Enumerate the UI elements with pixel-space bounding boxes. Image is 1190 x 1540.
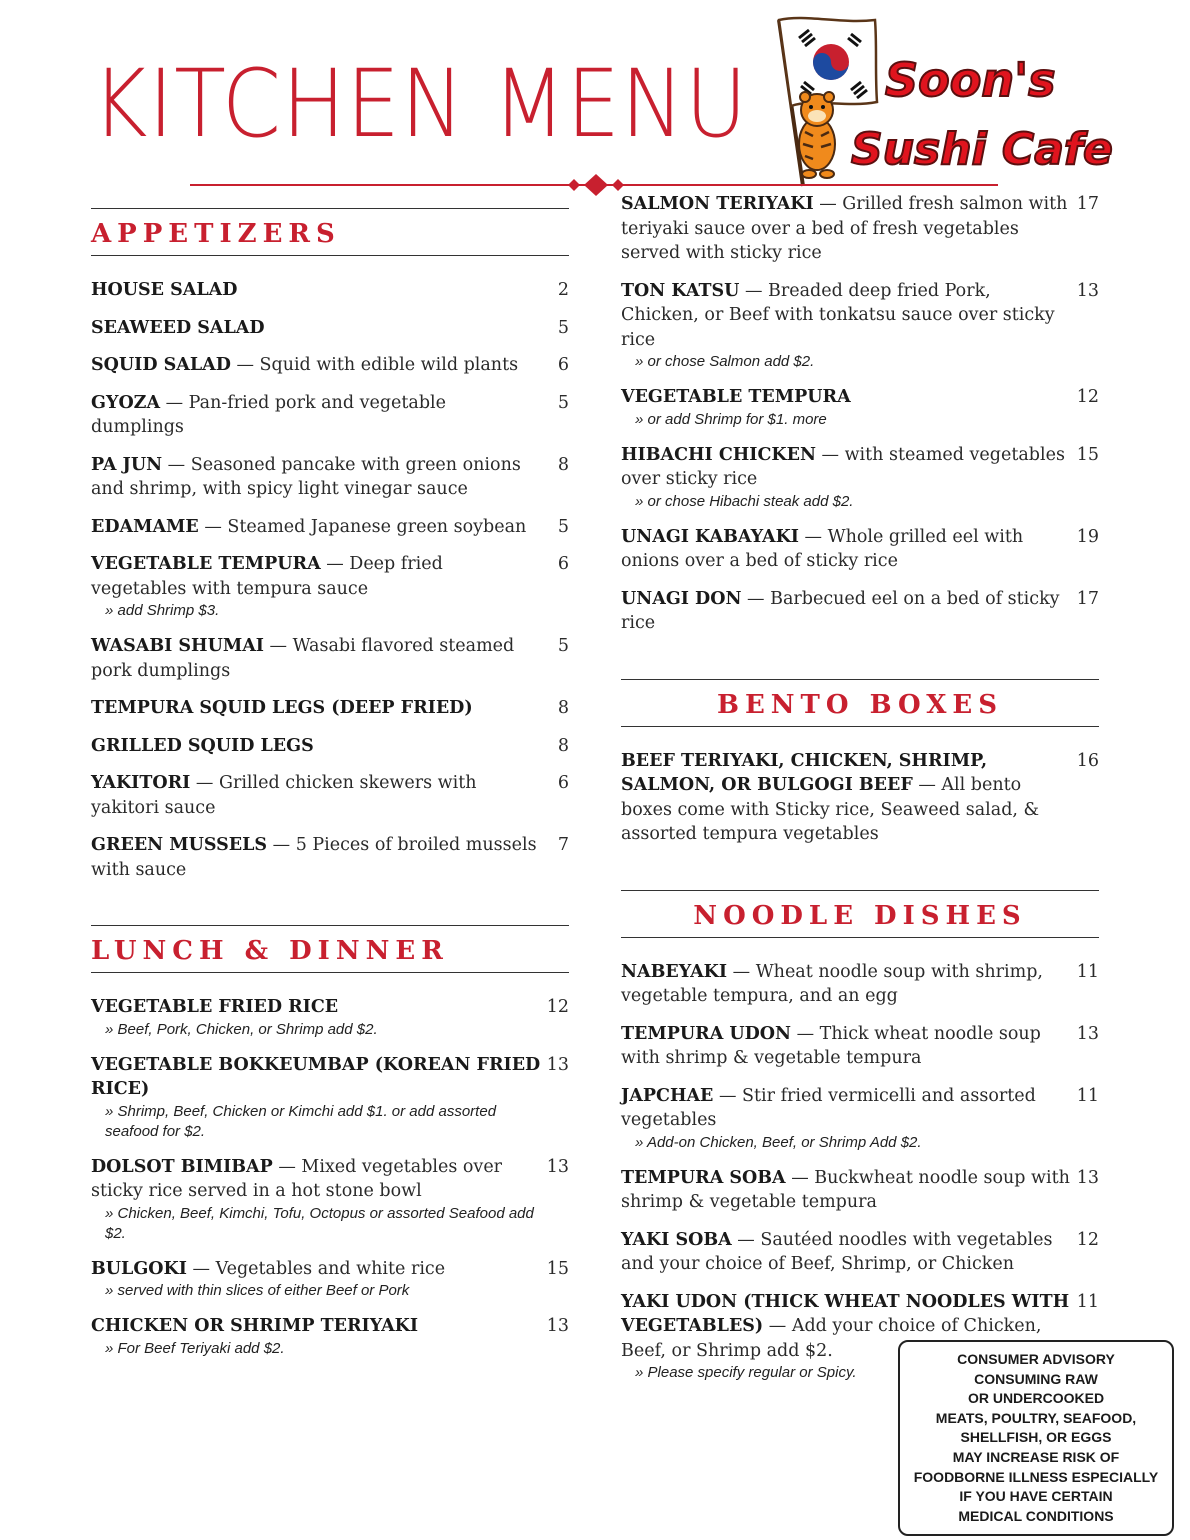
menu-item-description: — Mixed vegetables over sticky rice served in a hot stone bowl (91, 1156, 503, 1201)
menu-item-name: TEMPURA SQUID LEGS (DEEP FRIED) (91, 698, 473, 718)
menu-item (621, 1228, 1099, 1277)
menu-item-description: — Breaded deep fried Pork, Chicken, or Beef with tonkatsu sauce over sticky rice (621, 280, 1055, 350)
menu-item-description: — Vegetables and white rice (186, 1258, 446, 1279)
noodle-dishes-list (621, 960, 1099, 1384)
menu-item-description: — Wasabi flavored steamed pork dumplings (91, 636, 515, 681)
menu-item (91, 634, 569, 683)
menu-item (91, 515, 569, 540)
lunch-dinner-list-continued (621, 192, 1099, 636)
menu-item-price: 8 (557, 735, 569, 756)
menu-item (91, 696, 569, 721)
menu-item-name: YAKITORI (91, 773, 191, 793)
menu-item-name: DOLSOT BIMIBAP (91, 1156, 273, 1177)
advisory-line: SHELLFISH, OR EGGS (960, 1429, 1112, 1446)
menu-item-description: — Pan-fried pork and vegetable dumplings (91, 392, 447, 437)
menu-item-price: 17 (1076, 194, 1099, 214)
menu-item-price: 12 (1076, 387, 1099, 407)
menu-item-note: » or chose Hibachi steak add $2. (635, 492, 854, 510)
menu-item-name: VEGETABLE BOKKEUMBAP (KOREAN FRIED RICE) (91, 1054, 541, 1099)
menu-item-price: 15 (1076, 444, 1099, 465)
advisory-line: MEATS, POULTRY, SEAFOOD, (935, 1409, 1137, 1426)
menu-item-name: BEEF TERIYAKI, CHICKEN, SHRIMP, SALMON, OR BULGOGI BEEF (621, 750, 988, 795)
lunch-dinner-list (91, 995, 569, 1359)
menu-item-name: UNAGI DON (621, 588, 742, 609)
menu-item-note: » served with thin slices of either Beef or Pork (105, 1282, 410, 1299)
menu-item (91, 316, 569, 341)
menu-item-description: — Whole grilled eel with onions over a bed of sticky rice (621, 526, 1024, 571)
menu-item-description: — Barbecued eel on a bed of sticky rice (621, 588, 1060, 633)
section-heading-appetizers: APPETIZERS (91, 208, 569, 256)
bento-boxes-list (621, 749, 1099, 847)
advisory-line: MEDICAL CONDITIONS (958, 1507, 1114, 1524)
menu-item-body (91, 771, 541, 820)
menu-item-description: — Seasoned pancake with green onions and shrimp, with spicy light vinegar sauce (91, 454, 521, 499)
menu-item-name: SQUID SALAD (91, 355, 231, 375)
menu-item-body (621, 525, 1071, 574)
menu-item-note: » For Beef Teriyaki add $2. (105, 1339, 285, 1357)
menu-item-description: — Sautéed noodles with vegetables and your choice of Beef, Shrimp, or Chicken (621, 1229, 1053, 1274)
advisory-line: CONSUMING RAW (974, 1370, 1098, 1387)
menu-item-price: 13 (546, 1156, 569, 1177)
section-heading-lunch-dinner: LUNCH & DINNER (91, 925, 569, 973)
advisory-line: CONSUMER ADVISORY (957, 1351, 1115, 1367)
menu-item-price: 11 (1076, 1085, 1099, 1106)
menu-item (621, 587, 1099, 636)
menu-item-name: JAPCHAE (621, 1085, 714, 1106)
menu-item (91, 1053, 569, 1142)
menu-item-body (91, 552, 541, 621)
menu-item (91, 995, 569, 1040)
menu-item-body (91, 515, 541, 540)
menu-item-name: EDAMAME (91, 516, 199, 537)
menu-item-name: UNAGI KABAYAKI (621, 526, 799, 547)
menu-item (621, 443, 1099, 512)
soons-sushi-cafe-logo (765, 14, 1113, 192)
menu-item-price: 16 (1076, 750, 1099, 771)
menu-item (91, 1257, 569, 1302)
advisory-line: OR UNDERCOOKED (967, 1390, 1105, 1407)
menu-item (91, 391, 569, 440)
menu-item-name: NABEYAKI (621, 961, 728, 982)
menu-item-price: 5 (557, 636, 569, 656)
menu-item-note: » Add-on Chicken, Beef, or Shrimp Add $2. (635, 1133, 922, 1151)
menu-item-description: — Steamed Japanese green soybean (198, 516, 527, 537)
menu-item-name: PA JUN (91, 454, 163, 475)
menu-item-price: 17 (1076, 588, 1099, 609)
menu-item-price: 12 (1076, 1229, 1099, 1250)
menu-item-price: 6 (557, 554, 569, 574)
menu-item-note: » Please specify regular or Spicy. (635, 1364, 857, 1381)
menu-item-body (621, 1166, 1071, 1215)
menu-item-price: 6 (557, 355, 569, 375)
menu-item-price: 6 (557, 773, 569, 793)
menu-item-price: 8 (557, 454, 569, 475)
appetizers-list (91, 278, 569, 882)
menu-item-name: VEGETABLE TEMPURA (91, 554, 321, 574)
menu-item-body (621, 385, 1071, 430)
menu-item-name: VEGETABLE TEMPURA (621, 387, 851, 407)
menu-item-price: 13 (1076, 280, 1099, 301)
menu-item-body (621, 1084, 1071, 1153)
menu-item (621, 1166, 1099, 1215)
menu-item-note: » Beef, Pork, Chicken, or Shrimp add $2. (105, 1020, 378, 1038)
menu-item-description: — Buckwheat noodle soup with shrimp & vegetable tempura (621, 1167, 1070, 1212)
menu-item-name: TEMPURA SOBA (621, 1167, 786, 1188)
menu-item-body (91, 833, 541, 882)
menu-item (91, 771, 569, 820)
menu-item-price: 7 (557, 835, 569, 855)
advisory-line: MAY INCREASE RISK OF (952, 1448, 1120, 1465)
menu-item-name: YAKI UDON (THICK WHEAT NOODLES WITH VEGETABLES) (621, 1291, 1070, 1336)
menu-item-name: TON KATSU (621, 280, 740, 301)
menu-item-price: 13 (546, 1054, 569, 1075)
menu-item (91, 278, 569, 303)
menu-item-name: CHICKEN OR SHRIMP TERIYAKI (91, 1316, 419, 1336)
menu-item-name: GREEN MUSSELS (91, 835, 268, 855)
menu-item-body (91, 391, 541, 440)
menu-item-name: SEAWEED SALAD (91, 317, 265, 338)
menu-item-price: 2 (557, 280, 569, 300)
menu-item (91, 1155, 569, 1244)
menu-item-body (621, 1228, 1071, 1277)
menu-item-name: VEGETABLE FRIED RICE (91, 997, 339, 1017)
menu-item-description: — with steamed vegetables over sticky rice (621, 444, 1065, 489)
menu-item-body (91, 1314, 541, 1359)
menu-item (91, 1314, 569, 1359)
menu-item-name: YAKI SOBA (621, 1229, 732, 1250)
menu-item-name: HIBACHI CHICKEN (621, 444, 816, 465)
menu-item-body (91, 1053, 541, 1142)
menu-item-price: 5 (557, 392, 569, 413)
menu-item-price: 11 (1076, 961, 1099, 982)
tiger-mascot-icon (799, 92, 835, 178)
menu-item (91, 552, 569, 621)
menu-item-description: — Add your choice of Chicken, Beef, or Shrimp add $2. (621, 1316, 1042, 1361)
logo-line1: Soon's (885, 53, 1056, 107)
menu-item (621, 749, 1099, 847)
menu-item-note: » add Shrimp $3. (105, 602, 220, 619)
advisory-line: IF YOU HAVE CERTAIN (959, 1488, 1113, 1505)
menu-item-body (621, 960, 1071, 1009)
menu-item (621, 1022, 1099, 1071)
menu-item-name: SALMON TERIYAKI (621, 194, 814, 214)
section-heading-noodle-dishes: NOODLE DISHES (621, 890, 1099, 938)
menu-item-body (91, 353, 541, 378)
menu-item-body (91, 316, 541, 341)
menu-item-description: — Grilled chicken skewers with yakitori sauce (91, 773, 477, 818)
menu-item-description: — Thick wheat noodle soup with shrimp & vegetable tempura (621, 1023, 1041, 1068)
menu-item-body (621, 1022, 1071, 1071)
menu-item-price: 13 (546, 1316, 569, 1336)
menu-item-price: 11 (1076, 1291, 1099, 1312)
menu-item-name: GRILLED SQUID LEGS (91, 735, 314, 756)
advisory-line: FOODBORNE ILLNESS ESPECIALLY (913, 1468, 1159, 1485)
left-column (91, 196, 569, 1372)
menu-item (621, 385, 1099, 430)
menu-item (621, 525, 1099, 574)
menu-item-price: 13 (1076, 1023, 1099, 1044)
menu-item-description: — Wheat noodle soup with shrimp, vegetable tempura, and an egg (621, 961, 1043, 1006)
menu-item (621, 279, 1099, 373)
menu-item-name: HOUSE SALAD (91, 280, 238, 300)
right-column (621, 184, 1099, 1396)
menu-item-description: — Grilled fresh salmon with teriyaki sauce over a bed of fresh vegetables served with sticky rice (621, 194, 1068, 263)
menu-item (91, 833, 569, 882)
consumer-advisory-box (898, 1340, 1174, 1536)
menu-item-description: — Stir fried vermicelli and assorted vegetables (621, 1085, 1036, 1130)
menu-item-price: 15 (546, 1258, 569, 1279)
menu-item (621, 192, 1099, 266)
menu-item-price: 5 (557, 317, 569, 338)
menu-item-description: — Squid with edible wild plants (230, 355, 519, 375)
menu-item-description: — All bento boxes come with Sticky rice, Seaweed salad, & assorted tempura vegetables (621, 775, 1040, 844)
menu-item-name: BULGOKI (91, 1258, 187, 1279)
menu-item-body (621, 279, 1071, 373)
page-title: KITCHEN MENU (92, 50, 748, 159)
menu-item-name: WASABI SHUMAI (91, 636, 264, 656)
menu-item-note: » Chicken, Beef, Kimchi, Tofu, Octopus or assorted Seafood add $2. (105, 1204, 534, 1242)
menu-item-body (621, 192, 1071, 266)
menu-item-price: 12 (546, 997, 569, 1017)
menu-item-price: 13 (1076, 1167, 1099, 1188)
menu-item-body (91, 734, 541, 759)
menu-item (91, 353, 569, 378)
menu-item-note: » Shrimp, Beef, Chicken or Kimchi add $1. or add assorted seafood for $2. (105, 1102, 497, 1140)
menu-item-body (91, 634, 541, 683)
section-heading-bento-boxes: BENTO BOXES (621, 679, 1099, 727)
menu-item-note: » or chose Salmon add $2. (635, 353, 815, 370)
menu-item-price: 19 (1076, 526, 1099, 547)
menu-item-body (91, 453, 541, 502)
logo-line2: Sushi Cafe (851, 124, 1113, 175)
menu-item (621, 960, 1099, 1009)
menu-item-body (91, 278, 541, 303)
menu-item-body (91, 1155, 541, 1244)
menu-item (91, 453, 569, 502)
menu-item-body (621, 443, 1071, 512)
menu-item-body (91, 1257, 541, 1302)
menu-item-description: — Deep fried vegetables with tempura sauce (91, 554, 443, 599)
menu-item-price: 5 (557, 516, 569, 537)
menu-item-body (621, 587, 1071, 636)
menu-item-note: » or add Shrimp for $1. more (635, 410, 827, 428)
menu-item-description: — 5 Pieces of broiled mussels with sauce (91, 835, 537, 880)
menu-item (91, 734, 569, 759)
menu-item-name: GYOZA (91, 392, 161, 413)
menu-item (621, 1084, 1099, 1153)
menu-item-body (621, 749, 1071, 847)
menu-item-body (91, 696, 541, 721)
menu-item-body (91, 995, 541, 1040)
menu-item-name: TEMPURA UDON (621, 1023, 792, 1044)
menu-item-price: 8 (557, 698, 569, 718)
